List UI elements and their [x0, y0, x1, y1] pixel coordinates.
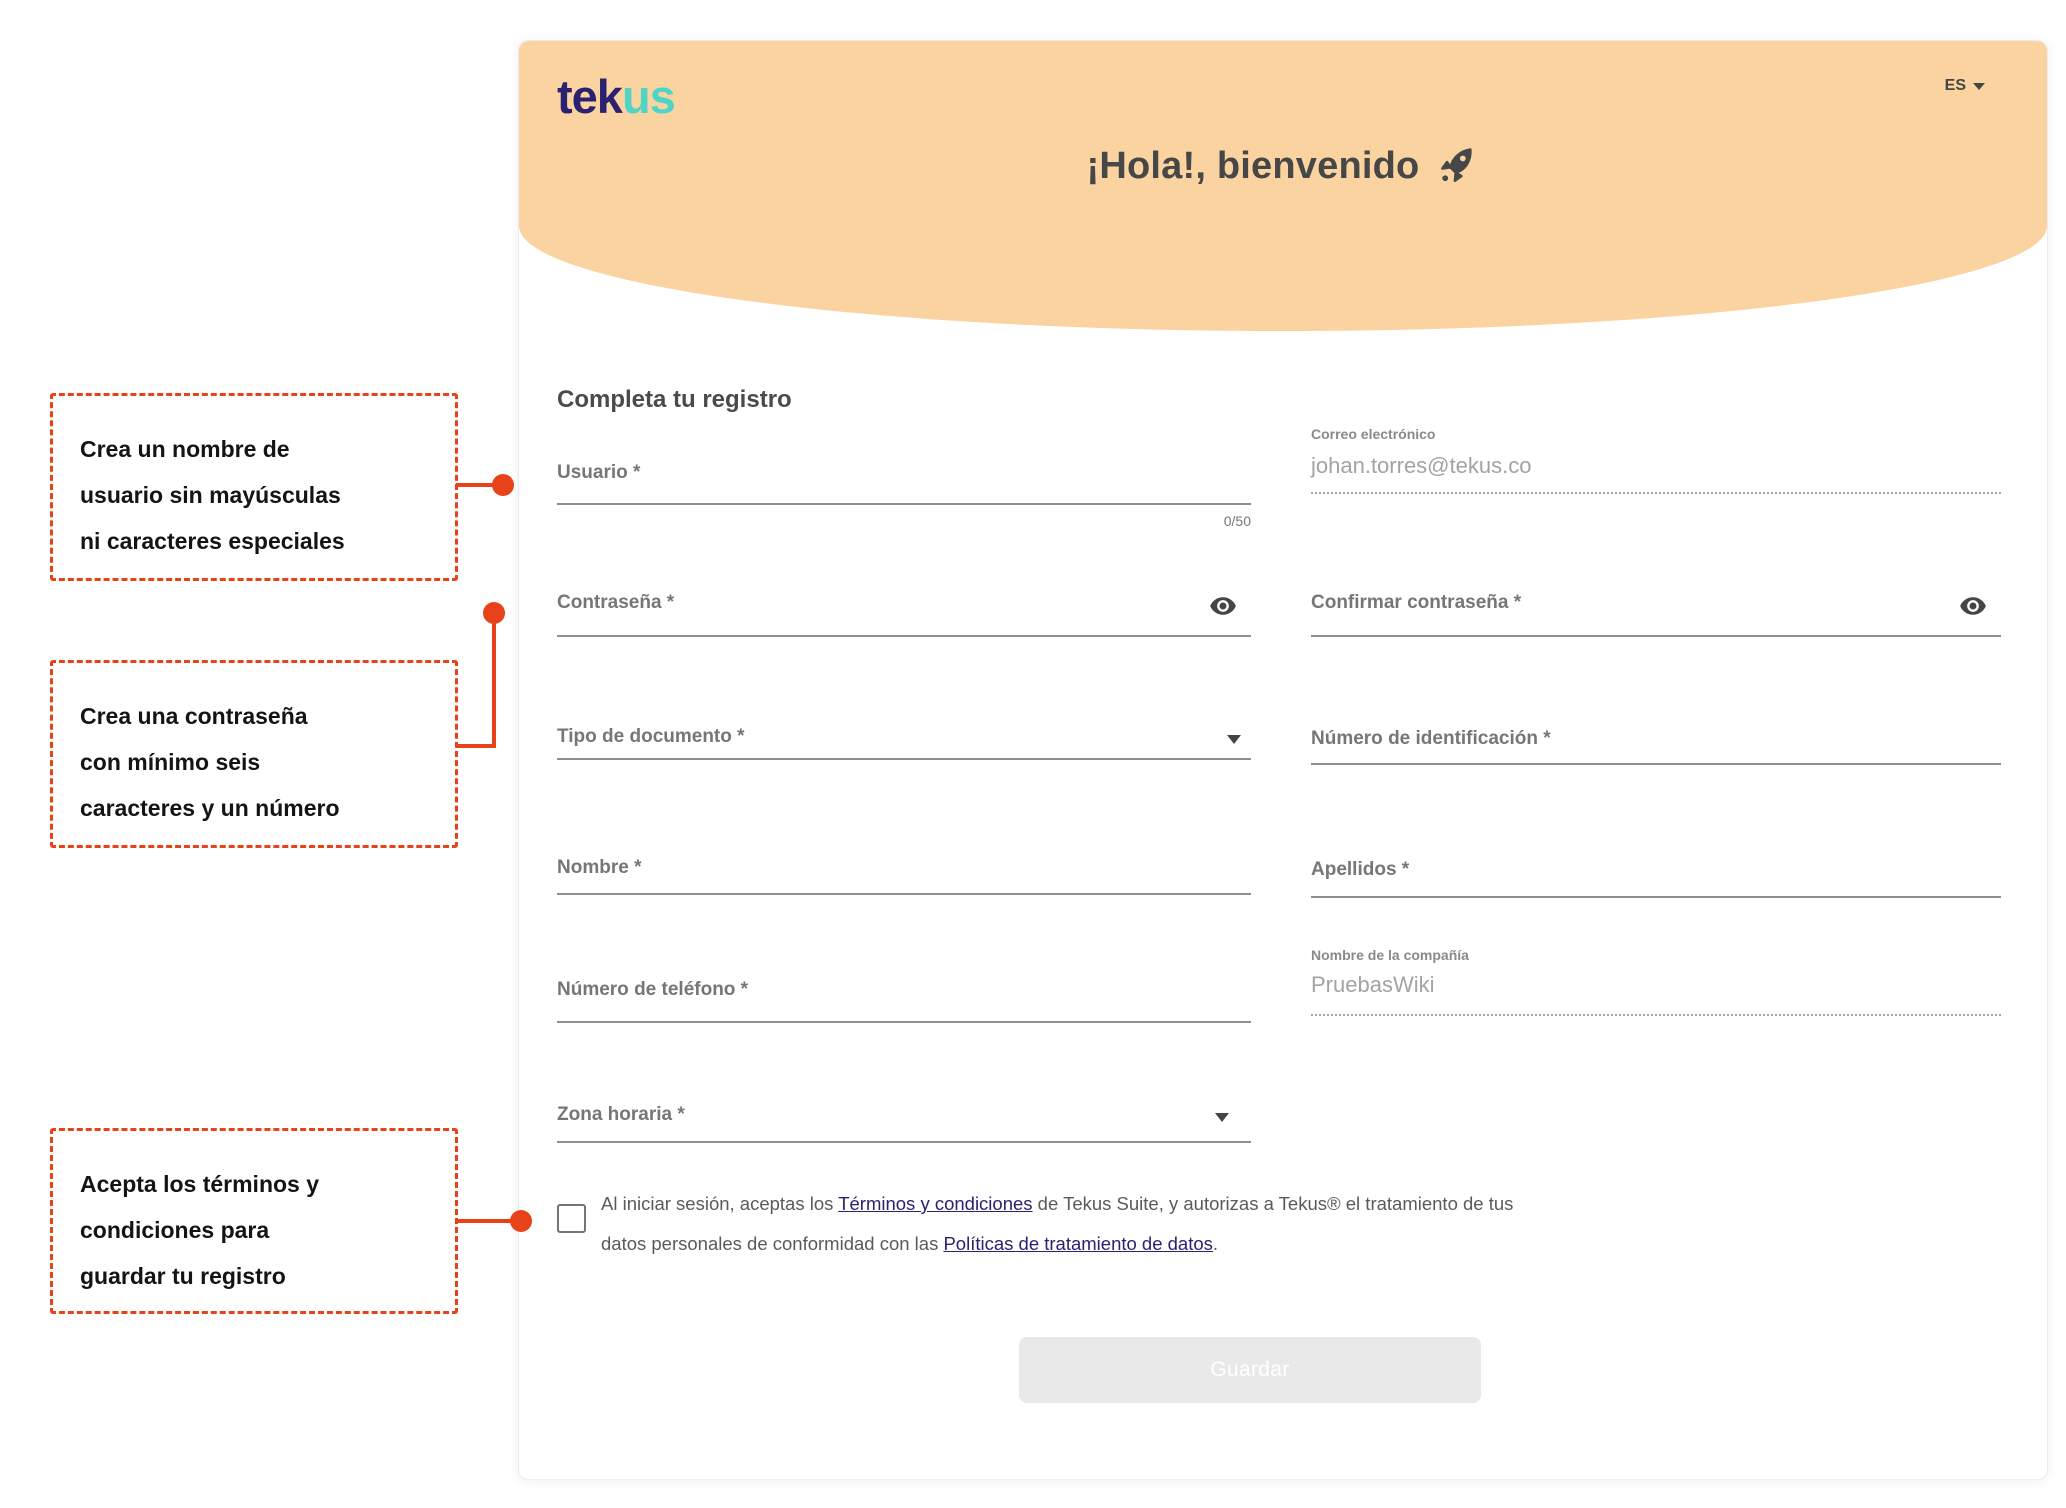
- contrasena-underline: [557, 635, 1251, 637]
- numero-identificacion-label: Número de identificación *: [1311, 728, 1551, 749]
- confirmar-contrasena-underline: [1311, 635, 2001, 637]
- usuario-label: Usuario *: [557, 462, 641, 483]
- apellidos-underline: [1311, 896, 2001, 898]
- correo-underline: [1311, 492, 2001, 494]
- card-header: [519, 41, 2047, 331]
- compania-value: PruebasWiki: [1311, 972, 1435, 997]
- zona-horaria-underline: [557, 1141, 1251, 1143]
- registration-card: [518, 40, 2048, 1480]
- password-visibility-icon[interactable]: [1209, 592, 1237, 620]
- callout-connector-dot: [492, 474, 514, 496]
- logo-text-tek: tek: [557, 70, 622, 123]
- terminos-condiciones-link[interactable]: Términos y condiciones: [838, 1193, 1033, 1214]
- dropdown-arrow-icon[interactable]: [1227, 735, 1241, 744]
- apellidos-label: Apellidos *: [1311, 859, 1410, 880]
- apellidos-field[interactable]: [1311, 859, 2001, 898]
- contrasena-field[interactable]: [557, 592, 1251, 637]
- welcome-title: ¡Hola!, bienvenido: [519, 143, 2047, 189]
- telefono-field[interactable]: [557, 979, 1251, 1023]
- compania-label: Nombre de la compañía: [1311, 947, 1469, 963]
- callout-terminos-hint: Acepta los términos y condiciones para guardar tu registro: [50, 1128, 458, 1314]
- tipo-documento-underline: [557, 758, 1251, 760]
- politicas-datos-link[interactable]: Políticas de tratamiento de datos: [943, 1233, 1213, 1254]
- compania-field: [1311, 947, 2001, 1016]
- callout-connector-dot: [510, 1210, 532, 1232]
- logo-text-us: us: [621, 70, 675, 123]
- correo-value: johan.torres@tekus.co: [1311, 453, 1532, 478]
- compania-underline: [1311, 1014, 2001, 1016]
- nombre-underline: [557, 893, 1251, 895]
- usuario-char-counter: 0/50: [1223, 513, 1251, 529]
- nombre-field[interactable]: [557, 857, 1251, 895]
- language-selector[interactable]: [1945, 77, 1985, 95]
- tekus-logo: [557, 69, 675, 124]
- dropdown-arrow-icon[interactable]: [1215, 1113, 1229, 1122]
- telefono-underline: [557, 1021, 1251, 1023]
- correo-label: Correo electrónico: [1311, 426, 1436, 442]
- callout-connector-line: [456, 1219, 518, 1223]
- confirmar-contrasena-label: Confirmar contraseña *: [1311, 592, 1522, 613]
- numero-identificacion-field[interactable]: [1311, 728, 2001, 765]
- tipo-documento-select[interactable]: [557, 726, 1251, 760]
- correo-field: [1311, 426, 2001, 494]
- confirmar-contrasena-field[interactable]: [1311, 592, 2001, 637]
- callout-connector-line: [456, 744, 496, 748]
- terms-checkbox[interactable]: [557, 1204, 586, 1233]
- zona-horaria-label: Zona horaria *: [557, 1104, 685, 1125]
- callout-contrasena-hint: Crea una contraseña con mínimo seis caracteres y un número: [50, 660, 458, 848]
- zona-horaria-select[interactable]: [557, 1104, 1251, 1143]
- language-label: ES: [1944, 77, 1966, 94]
- callout-connector-dot: [483, 602, 505, 624]
- callout-usuario-hint: Crea un nombre de usuario sin mayúsculas ni caracteres especiales: [50, 393, 458, 581]
- form-heading: Completa tu registro: [557, 386, 792, 413]
- terms-line-1: Al iniciar sesión, aceptas los Términos y condiciones de Tekus Suite, y autorizas a Tekus® el tratamiento de tus: [601, 1193, 1514, 1214]
- guardar-button[interactable]: Guardar: [1019, 1337, 1481, 1403]
- confirm-password-visibility-icon[interactable]: [1959, 592, 1987, 620]
- callout-connector-line: [492, 612, 496, 748]
- contrasena-label: Contraseña *: [557, 592, 675, 613]
- tipo-documento-label: Tipo de documento *: [557, 726, 745, 747]
- telefono-label: Número de teléfono *: [557, 979, 749, 1000]
- chevron-down-icon: [1973, 83, 1985, 90]
- rocket-icon: [1433, 143, 1479, 189]
- terms-text: [601, 1184, 2006, 1264]
- numero-identificacion-underline: [1311, 763, 2001, 765]
- nombre-label: Nombre *: [557, 857, 642, 878]
- terms-line-2: datos personales de conformidad con las Políticas de tratamiento de datos.: [601, 1233, 1219, 1254]
- usuario-field[interactable]: [557, 462, 1251, 529]
